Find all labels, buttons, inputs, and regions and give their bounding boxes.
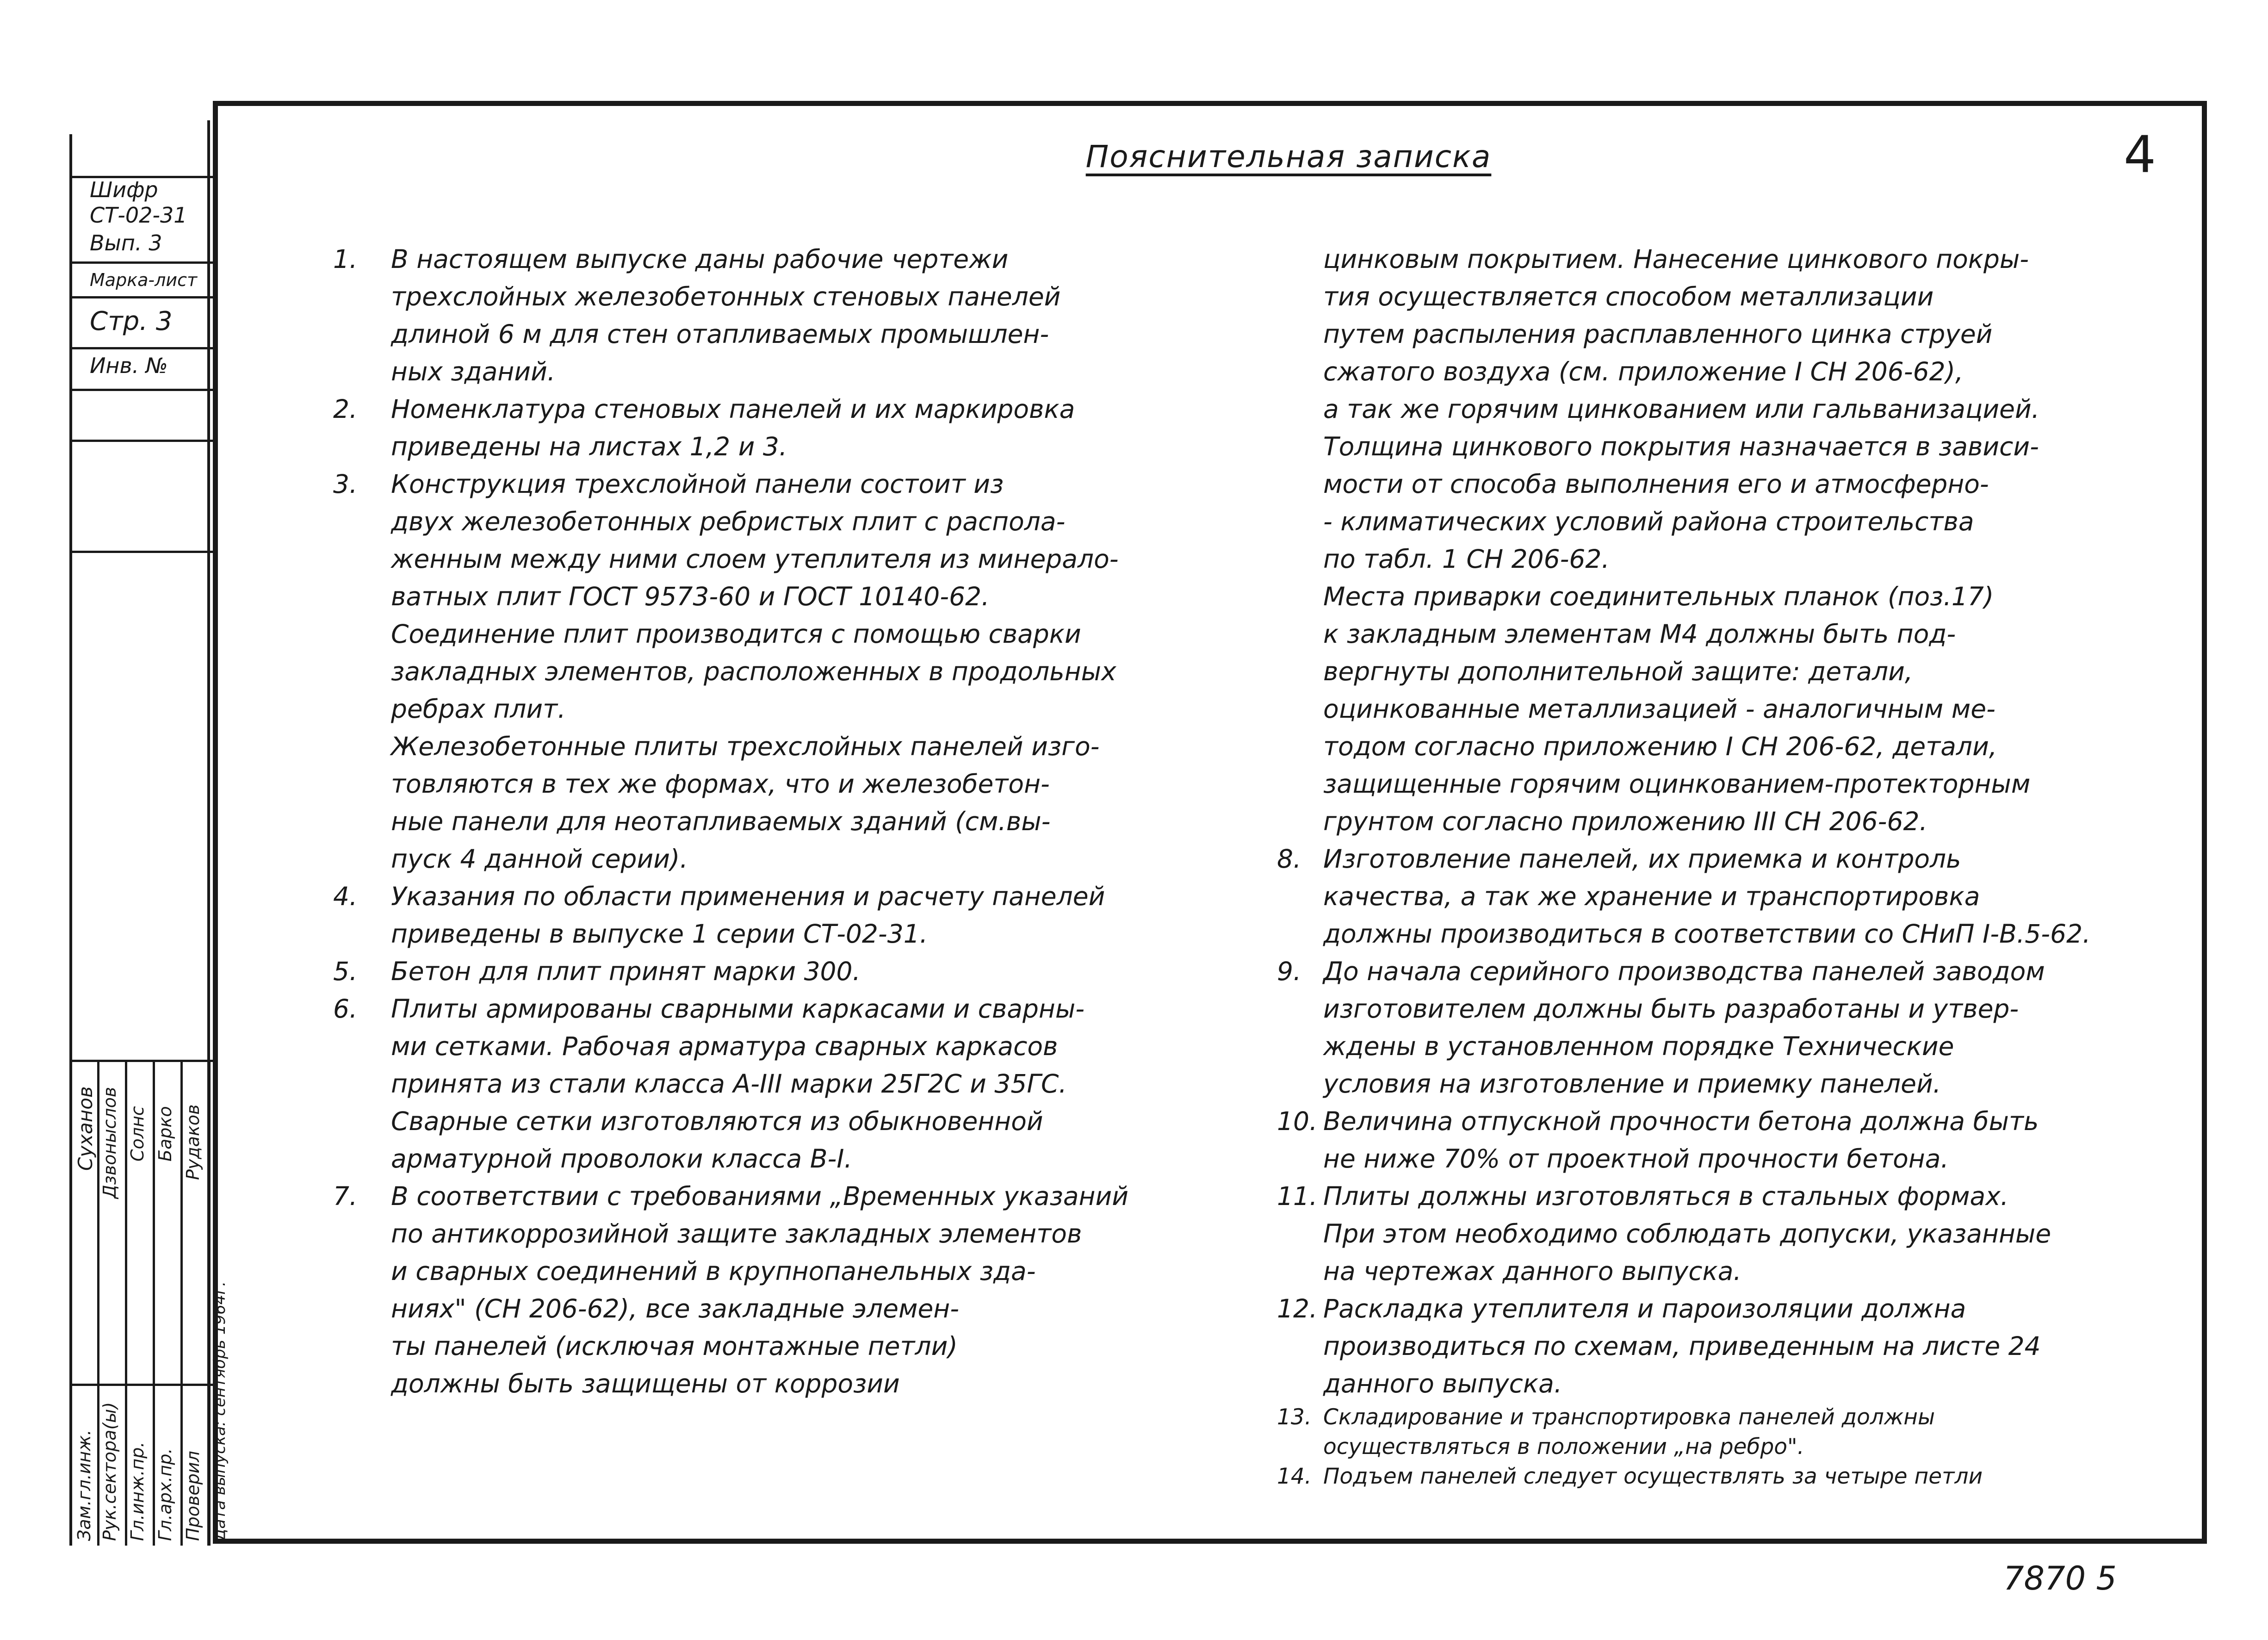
note-line: должны быть защищены от коррозии	[391, 1369, 900, 1398]
stamp-cipher: СТ-02-31	[90, 203, 187, 228]
note-line: ждены в установленном порядке Технические	[1323, 1031, 1954, 1061]
role-label: Гл.инж.пр.	[127, 1441, 148, 1541]
note-line: условия на изготовление и приемку панелей.	[1323, 1069, 1941, 1099]
note-number: 8.	[1277, 844, 1301, 874]
note-line: Конструкция трехслойной панели состоит из	[391, 469, 1004, 499]
stamp-divider	[69, 551, 216, 553]
note-number: 13.	[1277, 1404, 1312, 1430]
note-line: женным между ними слоем утеплителя из минерало-	[391, 544, 1119, 574]
note-line: пуск 4 данной серии).	[391, 844, 688, 874]
note-line: по табл. 1 СН 206-62.	[1323, 544, 1610, 574]
note-item	[1277, 1462, 2156, 1491]
release-date: Дата выпуска: сентябрь 1964г.	[211, 1281, 229, 1541]
note-line: ребрах плит.	[391, 694, 566, 724]
note-number: 12.	[1277, 1294, 1318, 1323]
stamp-cipher-label: Шифр	[90, 177, 158, 202]
note-line: В настоящем выпуске даны рабочие чертежи	[391, 244, 1009, 274]
note-line: грунтом согласно приложению III СН 206-62.	[1323, 807, 1927, 836]
note-line: приведены на листах 1,2 и 3.	[391, 432, 787, 461]
note-line: и сварных соединений в крупнопанельных зда-	[391, 1256, 1036, 1286]
note-line: приведены в выпуске 1 серии СТ-02-31.	[391, 919, 928, 949]
note-line: к закладным элементам М4 должны быть под-	[1323, 619, 1956, 649]
note-line: Места приварки соединительных планок (поз.17)	[1323, 582, 1994, 611]
note-line: Плиты должны изготовляться в стальных формах.	[1323, 1181, 2009, 1211]
sheet-edge	[207, 120, 210, 1546]
note-item	[1277, 953, 2156, 1103]
note-item	[1277, 1403, 2156, 1462]
note-line: ных зданий.	[391, 357, 556, 386]
note-number: 14.	[1277, 1464, 1312, 1489]
note-line: Раскладка утеплителя и пароизоляции должна	[1323, 1294, 1966, 1323]
stamp-divider	[69, 440, 216, 442]
note-number: 7.	[333, 1181, 358, 1211]
note-line: трехслойных железобетонных стеновых панелей	[391, 282, 1061, 311]
note-line: Бетон для плит принят марки 300.	[391, 957, 861, 986]
note-line: арматурной проволоки класса В-I.	[391, 1144, 853, 1174]
note-line: ниях" (СН 206-62), все закладные элемен-	[391, 1294, 960, 1323]
left-column	[333, 241, 1212, 1403]
note-item	[333, 391, 1212, 466]
signer-name: Суханов	[74, 1086, 97, 1171]
note-line: ми сетками. Рабочая арматура сварных каркасов	[391, 1031, 1058, 1061]
note-item	[333, 1178, 1212, 1403]
signer-name: Дзвоныслов	[99, 1087, 120, 1199]
note-line: не ниже 70% от проектной прочности бетона.	[1323, 1144, 1949, 1174]
note-line: тодом согласно приложению I СН 206-62, детали,	[1323, 732, 1997, 761]
stamp-inv: Инв. №	[90, 353, 168, 378]
note-line: оцинкованные металлизацией - аналогичным ме-	[1323, 694, 1995, 724]
signer-name: Рудаков	[183, 1104, 203, 1180]
note-number: 3.	[333, 469, 358, 499]
signer-name: Барко	[155, 1106, 175, 1162]
note-line: - климатических условий района строительства	[1323, 507, 1974, 536]
note-line: закладных элементов, расположенных в продольных	[391, 657, 1116, 686]
note-item	[1277, 1290, 2156, 1403]
note-item	[333, 466, 1212, 878]
note-line: двух железобетонных ребристых плит с распола-	[391, 507, 1066, 536]
note-line: Изготовление панелей, их приемка и контроль	[1323, 844, 1961, 874]
note-line: При этом необходимо соблюдать допуски, указанные	[1323, 1219, 2051, 1249]
note-line: мости от способа выполнения его и атмосферно-	[1323, 469, 1989, 499]
role-label: Гл.арх.пр.	[155, 1448, 175, 1541]
note-line: осуществляться в положении „на ребро".	[1323, 1434, 1804, 1460]
note-line: Подъем панелей следует осуществлять за четыре петли	[1323, 1464, 1983, 1489]
note-line: а так же горячим цинкованием или гальванизацией.	[1323, 394, 2040, 424]
note-line: данного выпуска.	[1323, 1369, 1562, 1398]
note-number: 4.	[333, 882, 358, 911]
grid-line	[69, 1060, 216, 1062]
note-line: длиной 6 м для стен отапливаемых промышлен-	[391, 319, 1049, 349]
note-line: ные панели для неотапливаемых зданий (см.вы-	[391, 807, 1051, 836]
note-line: Номенклатура стеновых панелей и их маркировка	[391, 394, 1075, 424]
page-title: Пояснительная записка	[1085, 139, 1492, 174]
note-line: До начала серийного производства панелей заводом	[1323, 957, 2045, 986]
note-line: изготовителем должны быть разработаны и утвер-	[1323, 994, 2019, 1024]
note-line: качества, а так же хранение и транспортировка	[1323, 882, 1980, 911]
note-line: В соответствии с требованиями „Временных указаний	[391, 1181, 1129, 1211]
note-line: по антикоррозийной защите закладных элементов	[391, 1219, 1082, 1249]
footer-number: 7870 5	[2003, 1559, 2117, 1597]
note-number: 5.	[333, 957, 358, 986]
note-line: Сварные сетки изготовляются из обыкновенной	[391, 1106, 1043, 1136]
note-line: ватных плит ГОСТ 9573-60 и ГОСТ 10140-62.	[391, 582, 990, 611]
grid-line	[69, 1060, 72, 1546]
note-line: защищенные горячим оцинкованием-протекторным	[1323, 769, 2031, 799]
note-line: на чертежах данного выпуска.	[1323, 1256, 1741, 1286]
note-item	[333, 990, 1212, 1178]
note-line: тия осуществляется способом металлизации	[1323, 282, 1934, 311]
note-item	[1277, 840, 2156, 953]
note-line: Толщина цинкового покрытия назначается в зависи-	[1323, 432, 2039, 461]
note-number: 9.	[1277, 957, 1301, 986]
note-line: принята из стали класса А-III марки 25Г2С и 35ГС.	[391, 1069, 1067, 1099]
note-number: 11.	[1277, 1181, 1318, 1211]
role-label: Рук.сектора(ы)	[99, 1402, 120, 1541]
page-number: 4	[2124, 125, 2156, 184]
note-line: путем распыления расплавленного цинка струей	[1323, 319, 1993, 349]
stamp-divider	[69, 296, 216, 298]
note-item	[333, 878, 1212, 953]
note-line: ты панелей (исключая монтажные петли)	[391, 1331, 958, 1361]
stamp-divider	[69, 261, 216, 264]
note-line: производиться по схемам, приведенным на листе 24	[1323, 1331, 2041, 1361]
note-item	[1277, 1103, 2156, 1178]
role-label: Проверил	[183, 1451, 203, 1541]
stamp-divider	[69, 389, 216, 391]
note-item	[333, 953, 1212, 990]
stamp-page: Стр. 3	[90, 306, 173, 336]
note-line: товляются в тех же формах, что и железобетон-	[391, 769, 1050, 799]
note-line: вергнуты дополнительной защите: детали,	[1323, 657, 1913, 686]
note-line: сжатого воздуха (см. приложение I СН 206-62),	[1323, 357, 1964, 386]
note-number: 10.	[1277, 1106, 1318, 1136]
note-line: Плиты армированы сварными каркасами и сварны-	[391, 994, 1085, 1024]
note-item	[1277, 1178, 2156, 1290]
note-number: 6.	[333, 994, 358, 1024]
note-line: Железобетонные плиты трехслойных панелей изго-	[391, 732, 1100, 761]
signature-grid	[69, 1060, 229, 1546]
note-line: Складирование и транспортировка панелей должны	[1323, 1404, 1935, 1430]
note-number: 2.	[333, 394, 358, 424]
note-line: Величина отпускной прочности бетона должна быть	[1323, 1106, 2039, 1136]
note-number: 1.	[333, 244, 358, 274]
note-line: Указания по области применения и расчету панелей	[391, 882, 1105, 911]
note-line: Соединение плит производится с помощью сварки	[391, 619, 1081, 649]
stamp-divider	[69, 347, 216, 349]
note-item	[333, 241, 1212, 391]
right-column	[1277, 241, 2156, 1491]
stamp-mark-sheet: Марка-лист	[90, 270, 198, 290]
grid-line	[69, 1384, 216, 1386]
note-line: цинковым покрытием. Нанесение цинкового покры-	[1323, 244, 2029, 274]
role-label: Зам.гл.инж.	[74, 1429, 94, 1541]
note-line: должны производиться в соответствии со СНиП I-В.5-62.	[1323, 919, 2091, 949]
signer-name: Солнс	[127, 1106, 148, 1162]
stamp-issue: Вып. 3	[90, 230, 162, 255]
